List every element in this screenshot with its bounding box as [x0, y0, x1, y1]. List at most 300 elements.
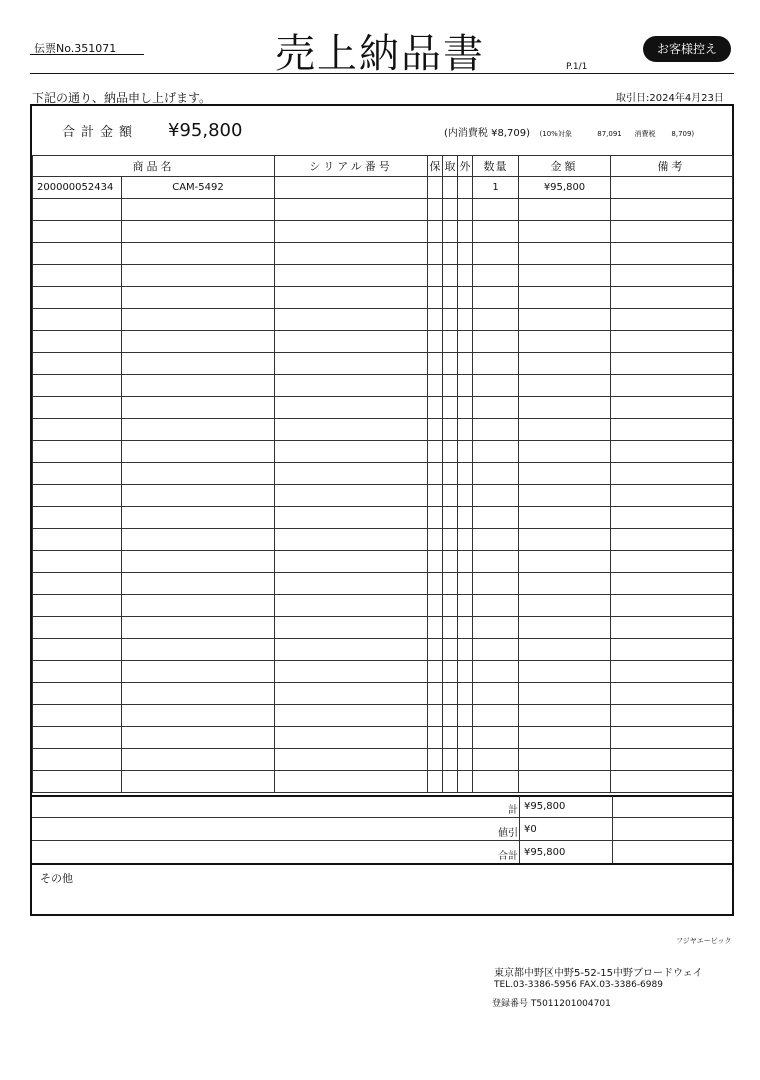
empty-cell — [33, 507, 122, 529]
totals-rule-1 — [32, 817, 732, 818]
empty-cell — [275, 397, 428, 419]
empty-cell — [458, 221, 473, 243]
empty-cell — [275, 265, 428, 287]
table-row — [33, 639, 733, 661]
table-row — [33, 177, 733, 199]
empty-cell — [443, 485, 458, 507]
empty-cell — [33, 375, 122, 397]
empty-cell — [275, 463, 428, 485]
empty-cell — [458, 683, 473, 705]
empty-cell — [443, 551, 458, 573]
empty-cell — [519, 331, 611, 353]
shop-tel-fax: TEL.03-3386-5956 FAX.03-3386-6989 — [494, 980, 663, 990]
table-row — [33, 617, 733, 639]
empty-cell — [275, 441, 428, 463]
empty-cell — [275, 199, 428, 221]
empty-cell — [519, 441, 611, 463]
empty-cell — [443, 419, 458, 441]
table-row — [33, 507, 733, 529]
empty-cell — [611, 771, 733, 793]
empty-cell — [122, 639, 275, 661]
tax-target-value: 87,091 — [597, 130, 622, 138]
empty-cell — [473, 441, 519, 463]
empty-cell — [611, 485, 733, 507]
empty-cell — [473, 419, 519, 441]
empty-cell — [611, 331, 733, 353]
empty-cell — [473, 199, 519, 221]
empty-cell — [33, 353, 122, 375]
empty-cell — [519, 705, 611, 727]
header-amount: 金額 — [519, 156, 611, 177]
empty-cell — [519, 243, 611, 265]
empty-cell — [473, 529, 519, 551]
table-row — [33, 661, 733, 683]
empty-cell — [443, 683, 458, 705]
empty-cell — [458, 331, 473, 353]
table-row — [33, 441, 733, 463]
empty-cell — [458, 749, 473, 771]
empty-cell — [428, 507, 443, 529]
empty-cell — [458, 463, 473, 485]
table-row — [33, 419, 733, 441]
empty-cell — [33, 727, 122, 749]
empty-cell — [519, 683, 611, 705]
empty-cell — [275, 771, 428, 793]
transaction-date: 取引日:2024年4月23日 — [616, 93, 724, 104]
empty-cell — [33, 463, 122, 485]
empty-cell — [122, 661, 275, 683]
empty-cell — [458, 639, 473, 661]
empty-cell — [33, 529, 122, 551]
empty-cell — [519, 727, 611, 749]
empty-cell — [519, 661, 611, 683]
empty-cell — [611, 749, 733, 771]
empty-cell — [519, 309, 611, 331]
empty-cell — [275, 551, 428, 573]
empty-cell — [428, 463, 443, 485]
empty-cell — [33, 243, 122, 265]
table-row — [33, 265, 733, 287]
empty-cell — [275, 375, 428, 397]
table-row — [33, 705, 733, 727]
empty-cell — [33, 771, 122, 793]
empty-cell — [275, 573, 428, 595]
empty-cell — [473, 705, 519, 727]
empty-cell — [473, 353, 519, 375]
empty-cell — [473, 639, 519, 661]
empty-cell — [275, 287, 428, 309]
empty-cell — [458, 485, 473, 507]
empty-cell — [611, 639, 733, 661]
empty-cell — [458, 529, 473, 551]
empty-cell — [443, 595, 458, 617]
empty-cell — [122, 595, 275, 617]
empty-cell — [473, 771, 519, 793]
tax-label: 消費税 — [634, 130, 656, 138]
empty-cell — [611, 551, 733, 573]
subtotal-label: 計 — [508, 805, 518, 816]
empty-cell — [473, 309, 519, 331]
tax-summary — [444, 124, 694, 139]
empty-cell — [122, 749, 275, 771]
empty-cell — [473, 331, 519, 353]
warranty-cell — [428, 177, 443, 199]
empty-cell — [519, 397, 611, 419]
header-product-name: 商品名 — [33, 156, 275, 177]
remarks — [611, 177, 733, 199]
empty-cell — [33, 595, 122, 617]
empty-cell — [122, 375, 275, 397]
empty-cell — [33, 639, 122, 661]
empty-cell — [122, 573, 275, 595]
empty-cell — [473, 265, 519, 287]
totals-rule-2 — [32, 840, 732, 841]
take-cell — [443, 177, 458, 199]
empty-cell — [33, 199, 122, 221]
discount-label: 値引 — [498, 828, 518, 839]
empty-cell — [519, 617, 611, 639]
empty-cell — [428, 485, 443, 507]
empty-cell — [443, 243, 458, 265]
empty-cell — [519, 771, 611, 793]
table-row — [33, 397, 733, 419]
empty-cell — [443, 463, 458, 485]
table-row — [33, 573, 733, 595]
empty-cell — [122, 727, 275, 749]
empty-cell — [275, 221, 428, 243]
empty-cell — [443, 573, 458, 595]
empty-cell — [611, 441, 733, 463]
empty-cell — [473, 727, 519, 749]
empty-cell — [443, 375, 458, 397]
empty-cell — [519, 419, 611, 441]
empty-cell — [275, 353, 428, 375]
subtotal-value: ¥95,800 — [524, 801, 566, 812]
discount-value: ¥0 — [524, 824, 537, 835]
empty-cell — [611, 595, 733, 617]
table-row — [33, 529, 733, 551]
empty-cell — [122, 683, 275, 705]
totals-bottom-rule — [32, 863, 732, 865]
empty-cell — [428, 573, 443, 595]
totals-divider-label — [519, 796, 520, 863]
empty-cell — [611, 243, 733, 265]
empty-cell — [443, 353, 458, 375]
table-row — [33, 309, 733, 331]
empty-cell — [473, 551, 519, 573]
customer-copy-badge: お客様控え — [643, 36, 731, 62]
empty-cell — [33, 331, 122, 353]
empty-cell — [443, 199, 458, 221]
empty-cell — [458, 705, 473, 727]
empty-cell — [458, 551, 473, 573]
empty-cell — [443, 727, 458, 749]
empty-cell — [275, 331, 428, 353]
empty-cell — [122, 331, 275, 353]
empty-cell — [458, 573, 473, 595]
empty-cell — [519, 463, 611, 485]
empty-cell — [428, 243, 443, 265]
empty-cell — [122, 485, 275, 507]
empty-cell — [473, 507, 519, 529]
empty-cell — [428, 771, 443, 793]
empty-cell — [458, 243, 473, 265]
empty-cell — [519, 639, 611, 661]
empty-cell — [473, 661, 519, 683]
empty-cell — [458, 199, 473, 221]
tax-value: 8,709) — [671, 130, 695, 138]
page-number: P.1/1 — [566, 62, 588, 72]
empty-cell — [458, 309, 473, 331]
outside-cell — [458, 177, 473, 199]
shop-address: 東京都中野区中野5-52-15中野ブロードウェイ — [494, 968, 703, 979]
empty-cell — [122, 529, 275, 551]
empty-cell — [611, 287, 733, 309]
empty-cell — [275, 749, 428, 771]
empty-cell — [611, 617, 733, 639]
empty-cell — [122, 397, 275, 419]
empty-cell — [33, 309, 122, 331]
empty-cell — [611, 309, 733, 331]
empty-cell — [122, 419, 275, 441]
empty-cell — [458, 771, 473, 793]
table-row — [33, 221, 733, 243]
empty-cell — [275, 507, 428, 529]
empty-cell — [519, 265, 611, 287]
tax-target-label: (10%対象 — [539, 130, 572, 138]
empty-cell — [443, 661, 458, 683]
header-warranty: 保 — [428, 156, 443, 177]
total-amount-value: ¥95,800 — [168, 120, 243, 141]
table-row — [33, 771, 733, 793]
other-label: その他 — [40, 872, 73, 885]
empty-cell — [275, 727, 428, 749]
header-serial-number: シリアル番号 — [275, 156, 428, 177]
empty-cell — [428, 727, 443, 749]
empty-cell — [275, 639, 428, 661]
table-row — [33, 243, 733, 265]
empty-cell — [428, 287, 443, 309]
empty-cell — [519, 199, 611, 221]
table-row — [33, 287, 733, 309]
empty-cell — [428, 331, 443, 353]
empty-cell — [428, 397, 443, 419]
empty-cell — [428, 529, 443, 551]
empty-cell — [33, 287, 122, 309]
empty-cell — [443, 529, 458, 551]
empty-cell — [122, 771, 275, 793]
empty-cell — [443, 705, 458, 727]
empty-cell — [33, 683, 122, 705]
registration-number: 登録番号 T5011201004701 — [492, 999, 611, 1009]
empty-cell — [33, 573, 122, 595]
header-remarks: 備考 — [611, 156, 733, 177]
empty-cell — [458, 441, 473, 463]
empty-cell — [611, 397, 733, 419]
empty-cell — [458, 419, 473, 441]
empty-cell — [122, 243, 275, 265]
empty-cell — [443, 221, 458, 243]
header-quantity: 数量 — [473, 156, 519, 177]
table-row — [33, 485, 733, 507]
empty-cell — [122, 221, 275, 243]
empty-cell — [458, 287, 473, 309]
empty-cell — [122, 441, 275, 463]
empty-cell — [122, 507, 275, 529]
empty-cell — [458, 375, 473, 397]
empty-cell — [519, 529, 611, 551]
empty-cell — [473, 375, 519, 397]
empty-cell — [611, 705, 733, 727]
empty-cell — [33, 221, 122, 243]
empty-cell — [611, 507, 733, 529]
table-row — [33, 331, 733, 353]
empty-cell — [443, 331, 458, 353]
empty-cell — [428, 595, 443, 617]
empty-cell — [458, 595, 473, 617]
empty-cell — [473, 573, 519, 595]
amount: ¥95,800 — [519, 177, 611, 199]
empty-cell — [473, 485, 519, 507]
header-take: 取 — [443, 156, 458, 177]
empty-cell — [428, 419, 443, 441]
empty-cell — [428, 639, 443, 661]
empty-cell — [519, 485, 611, 507]
empty-cell — [122, 463, 275, 485]
grand-total-label: 合計 — [498, 851, 518, 862]
empty-cell — [443, 309, 458, 331]
header-outside: 外 — [458, 156, 473, 177]
table-row — [33, 727, 733, 749]
empty-cell — [519, 287, 611, 309]
empty-cell — [275, 309, 428, 331]
empty-cell — [33, 617, 122, 639]
empty-cell — [611, 375, 733, 397]
empty-cell — [428, 265, 443, 287]
empty-cell — [428, 749, 443, 771]
empty-cell — [428, 617, 443, 639]
empty-cell — [443, 771, 458, 793]
empty-cell — [611, 353, 733, 375]
grand-total-value: ¥95,800 — [524, 847, 566, 858]
empty-cell — [428, 551, 443, 573]
empty-cell — [611, 727, 733, 749]
empty-cell — [519, 507, 611, 529]
empty-cell — [275, 595, 428, 617]
empty-cell — [33, 419, 122, 441]
empty-cell — [519, 573, 611, 595]
empty-cell — [519, 749, 611, 771]
empty-cell — [519, 551, 611, 573]
empty-cell — [122, 705, 275, 727]
empty-cell — [33, 441, 122, 463]
empty-cell — [458, 397, 473, 419]
empty-cell — [275, 705, 428, 727]
empty-cell — [33, 397, 122, 419]
empty-cell — [428, 683, 443, 705]
empty-cell — [473, 397, 519, 419]
empty-cell — [122, 617, 275, 639]
empty-cell — [275, 243, 428, 265]
empty-cell — [33, 749, 122, 771]
empty-cell — [122, 265, 275, 287]
empty-cell — [473, 221, 519, 243]
empty-cell — [443, 639, 458, 661]
empty-cell — [611, 683, 733, 705]
empty-cell — [428, 353, 443, 375]
empty-cell — [428, 441, 443, 463]
table-row — [33, 353, 733, 375]
table-row — [33, 551, 733, 573]
empty-cell — [611, 573, 733, 595]
totals-divider-value — [612, 796, 613, 863]
document-title: 売上納品書 — [275, 31, 485, 77]
empty-cell — [275, 683, 428, 705]
empty-cell — [611, 463, 733, 485]
empty-cell — [275, 661, 428, 683]
empty-cell — [443, 265, 458, 287]
totals-top-rule — [32, 795, 732, 797]
empty-cell — [122, 353, 275, 375]
empty-cell — [275, 485, 428, 507]
product-name: CAM-5492 — [122, 177, 275, 199]
empty-cell — [443, 507, 458, 529]
empty-cell — [458, 661, 473, 683]
header-rule — [30, 73, 734, 74]
total-amount-label: 合計金額 — [62, 125, 139, 140]
empty-cell — [33, 705, 122, 727]
table-row — [33, 199, 733, 221]
table-row — [33, 749, 733, 771]
empty-cell — [473, 287, 519, 309]
empty-cell — [33, 661, 122, 683]
empty-cell — [443, 617, 458, 639]
empty-cell — [519, 221, 611, 243]
empty-cell — [473, 243, 519, 265]
empty-cell — [473, 463, 519, 485]
empty-cell — [428, 309, 443, 331]
tax-included: (内消費税 ¥8,709) — [444, 128, 530, 139]
empty-cell — [473, 683, 519, 705]
slip-number: 伝票No.351071 — [34, 42, 117, 55]
empty-cell — [443, 749, 458, 771]
empty-cell — [473, 749, 519, 771]
shop-name: フジヤエービック — [676, 937, 732, 945]
empty-cell — [33, 551, 122, 573]
empty-cell — [611, 221, 733, 243]
empty-cell — [275, 419, 428, 441]
empty-cell — [122, 199, 275, 221]
empty-cell — [443, 397, 458, 419]
empty-cell — [473, 617, 519, 639]
empty-cell — [458, 353, 473, 375]
product-code: 200000052434 — [33, 177, 122, 199]
empty-cell — [611, 661, 733, 683]
empty-cell — [428, 375, 443, 397]
empty-cell — [519, 353, 611, 375]
empty-cell — [275, 529, 428, 551]
empty-cell — [122, 551, 275, 573]
empty-cell — [443, 441, 458, 463]
empty-cell — [519, 595, 611, 617]
empty-cell — [611, 529, 733, 551]
empty-cell — [458, 265, 473, 287]
empty-cell — [33, 265, 122, 287]
empty-cell — [428, 705, 443, 727]
empty-cell — [275, 617, 428, 639]
empty-cell — [458, 727, 473, 749]
table-header-row — [33, 156, 733, 177]
